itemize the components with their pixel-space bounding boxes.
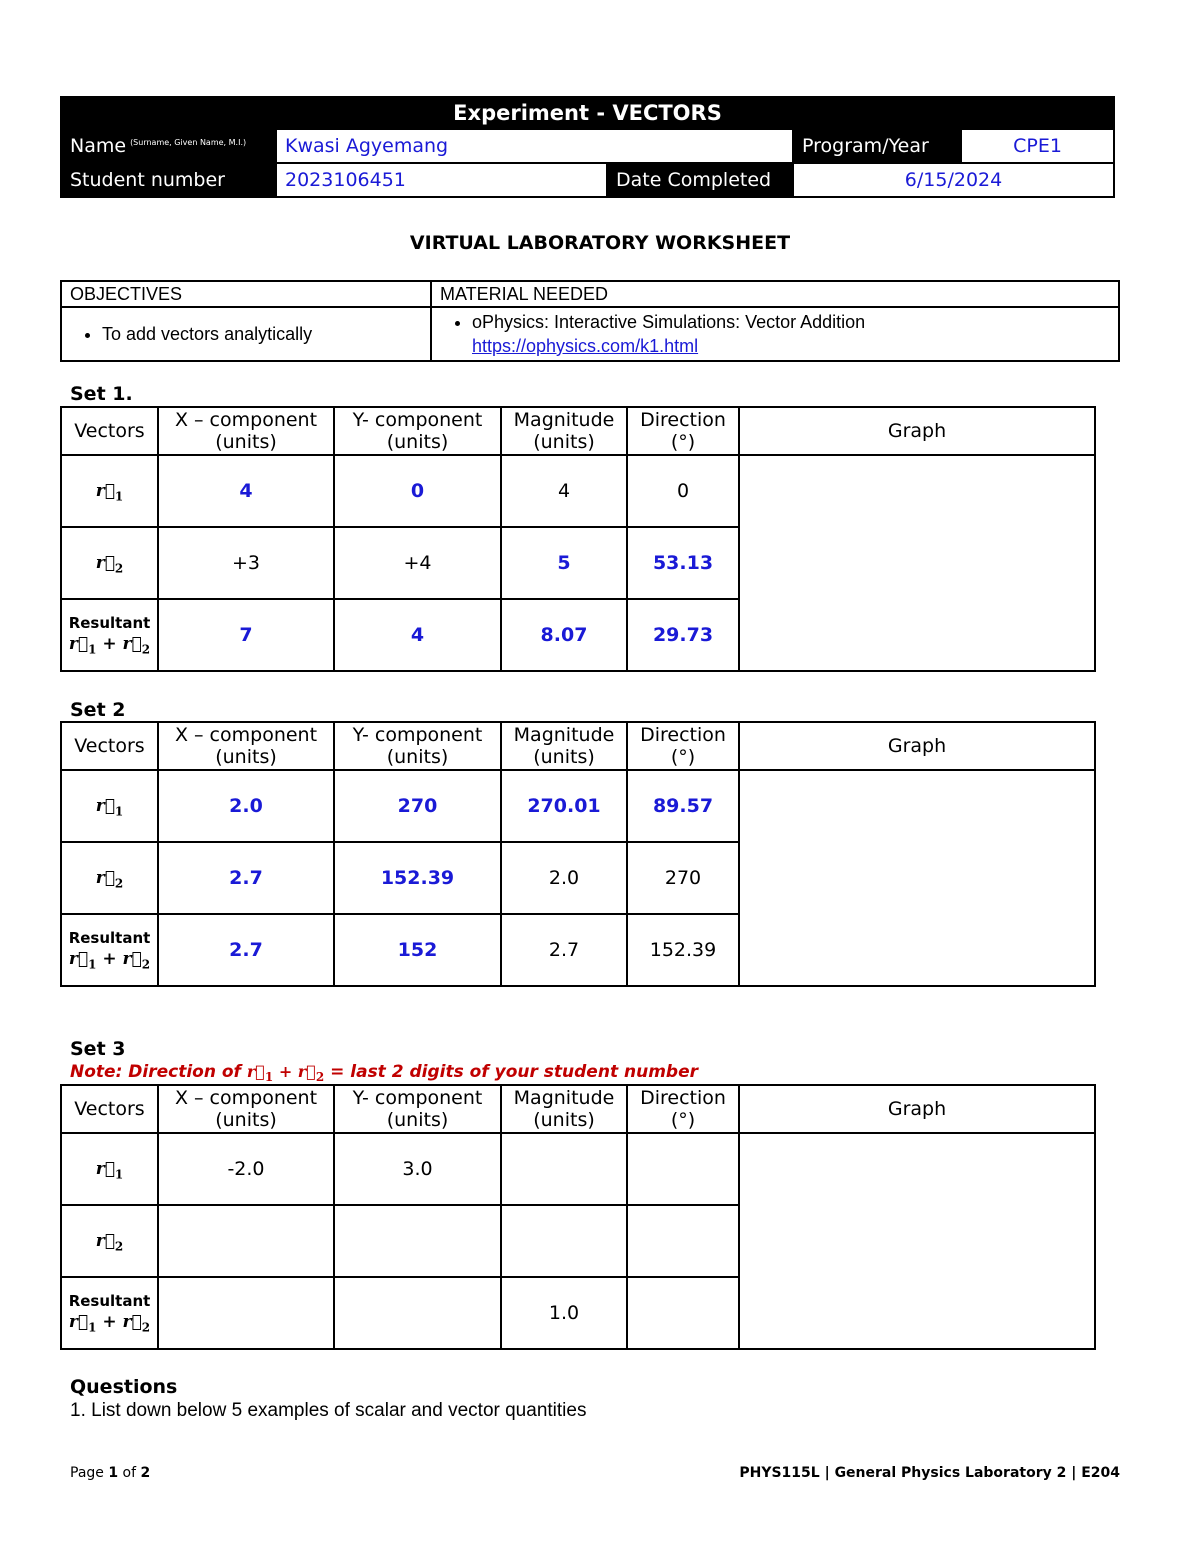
date-label: Date Completed (607, 163, 793, 197)
set3-graph-area (739, 1133, 1095, 1349)
set2-r1-y: 270 (334, 770, 501, 842)
set1-r1-mag: 4 (501, 455, 627, 527)
set3-res-y[interactable] (334, 1277, 501, 1349)
set3-res-dir[interactable] (627, 1277, 739, 1349)
name-value: Kwasi Agyemang (276, 129, 793, 163)
set1-r2-mag: 5 (501, 527, 627, 599)
col-graph: Graph (739, 1085, 1095, 1133)
set3-label: Set 3 (70, 1038, 126, 1060)
col-graph: Graph (739, 722, 1095, 770)
set2-table (60, 721, 1096, 987)
col-degrees: (°) (670, 746, 696, 768)
question-1: 1. List down below 5 examples of scalar and vector quantities (70, 1400, 587, 1421)
set2-res-x: 2.7 (158, 914, 334, 986)
col-degrees: (°) (670, 1109, 696, 1131)
set1-r2-x: +3 (158, 527, 334, 599)
col-vectors: Vectors (61, 722, 158, 770)
material-link[interactable]: https://ophysics.com/k1.html (472, 336, 699, 356)
col-y: Y- component (352, 1087, 483, 1109)
col-direction: Direction (640, 409, 726, 431)
resultant-formula: $r⃗_1$ + $r⃗_2$ (68, 1311, 151, 1335)
col-units: (units) (215, 431, 277, 453)
set2-graph-area (739, 770, 1095, 986)
col-units: (units) (533, 1109, 595, 1131)
set3-r1-y[interactable]: 3.0 (334, 1133, 501, 1205)
set1-r2-y: +4 (334, 527, 501, 599)
set3-r1-x[interactable]: -2.0 (158, 1133, 334, 1205)
set2-r2-x: 2.7 (158, 842, 334, 914)
set1-res-dir: 29.73 (627, 599, 739, 671)
set1-label: Set 1. (70, 383, 133, 405)
col-vectors: Vectors (61, 1085, 158, 1133)
student-number-label: Student number (61, 163, 276, 197)
set3-r2-y[interactable] (334, 1205, 501, 1277)
col-x: X – component (174, 409, 318, 431)
student-number-value: 2023106451 (276, 163, 607, 197)
experiment-title: Experiment - VECTORS (61, 97, 1114, 129)
set3-r1-dir[interactable] (627, 1133, 739, 1205)
col-units: (units) (215, 1109, 277, 1131)
set1-r1-y: 0 (334, 455, 501, 527)
col-units: (units) (386, 746, 449, 768)
set3-r1-mag[interactable] (501, 1133, 627, 1205)
set1-res-x: 7 (158, 599, 334, 671)
resultant-label: Resultant (68, 1291, 151, 1310)
set3-res-x[interactable] (158, 1277, 334, 1349)
col-units: (units) (533, 431, 595, 453)
objectives-header: OBJECTIVES (61, 281, 431, 307)
name-label: Name (70, 135, 127, 157)
questions-section (70, 1376, 586, 1422)
program-value: CPE1 (961, 129, 1114, 163)
resultant-label: Resultant (68, 928, 151, 947)
set3-note: Note: Direction of $r⃗_1$ + $r⃗_2$ = last 2 digits of your student number (70, 1062, 698, 1085)
set2-label: Set 2 (70, 699, 126, 721)
set1-graph-area (739, 455, 1095, 671)
vector-r2-label: $r⃗_2$ (95, 1230, 124, 1254)
course-footer: PHYS115L | General Physics Laboratory 2 | E204 (739, 1465, 1120, 1481)
col-vectors: Vectors (61, 407, 158, 455)
header-table (60, 96, 1115, 198)
col-units: (units) (386, 431, 449, 453)
name-hint: (Surname, Given Name, M.I.) (130, 137, 247, 147)
vector-r2-label: $r⃗_2$ (95, 552, 124, 576)
set3-res-mag[interactable]: 1.0 (501, 1277, 627, 1349)
date-value: 6/15/2024 (793, 163, 1114, 197)
resultant-formula: $r⃗_1$ + $r⃗_2$ (68, 948, 151, 972)
vector-r1-label: $r⃗_1$ (95, 795, 124, 819)
set2-res-dir: 152.39 (627, 914, 739, 986)
col-direction: Direction (640, 724, 726, 746)
col-units: (units) (386, 1109, 449, 1131)
set2-r1-mag: 270.01 (501, 770, 627, 842)
col-magnitude: Magnitude (513, 1087, 615, 1109)
set1-table (60, 406, 1096, 672)
set3-r2-mag[interactable] (501, 1205, 627, 1277)
objective-item: • To add vectors analytically (102, 322, 422, 346)
col-units: (units) (215, 746, 277, 768)
worksheet-title: VIRTUAL LABORATORY WORKSHEET (409, 232, 791, 254)
col-units: (units) (533, 746, 595, 768)
questions-title: Questions (70, 1376, 178, 1398)
col-y: Y- component (352, 409, 483, 431)
vector-r1-label: $r⃗_1$ (95, 480, 124, 504)
objectives-table (60, 280, 1120, 362)
set3-r2-x[interactable] (158, 1205, 334, 1277)
set2-r1-dir: 89.57 (627, 770, 739, 842)
col-y: Y- component (352, 724, 483, 746)
set1-r1-x: 4 (158, 455, 334, 527)
set2-r2-mag: 2.0 (501, 842, 627, 914)
col-x: X – component (174, 1087, 318, 1109)
resultant-label: Resultant (68, 613, 151, 632)
program-label: Program/Year (793, 129, 961, 163)
set1-r2-dir: 53.13 (627, 527, 739, 599)
resultant-formula: $r⃗_1$ + $r⃗_2$ (68, 633, 151, 657)
vector-r1-label: $r⃗_1$ (95, 1158, 124, 1182)
col-direction: Direction (640, 1087, 726, 1109)
set1-res-y: 4 (334, 599, 501, 671)
materials-header: MATERIAL NEEDED (431, 281, 1119, 307)
vector-r2-label: $r⃗_2$ (95, 867, 124, 891)
col-graph: Graph (739, 407, 1095, 455)
set2-r1-x: 2.0 (158, 770, 334, 842)
set2-res-y: 152 (334, 914, 501, 986)
name-label-cell (61, 129, 276, 163)
material-item: oPhysics: Interactive Simulations: Vector Addition (472, 312, 866, 332)
set3-r2-dir[interactable] (627, 1205, 739, 1277)
set1-res-mag: 8.07 (501, 599, 627, 671)
set1-r1-dir: 0 (627, 455, 739, 527)
page-indicator: Page 1 of 2 (70, 1465, 151, 1481)
set3-table (60, 1084, 1096, 1350)
col-magnitude: Magnitude (513, 409, 615, 431)
col-x: X – component (174, 724, 318, 746)
set2-res-mag: 2.7 (501, 914, 627, 986)
set2-r2-y: 152.39 (334, 842, 501, 914)
col-magnitude: Magnitude (513, 724, 615, 746)
col-degrees: (°) (670, 431, 696, 453)
set2-r2-dir: 270 (627, 842, 739, 914)
